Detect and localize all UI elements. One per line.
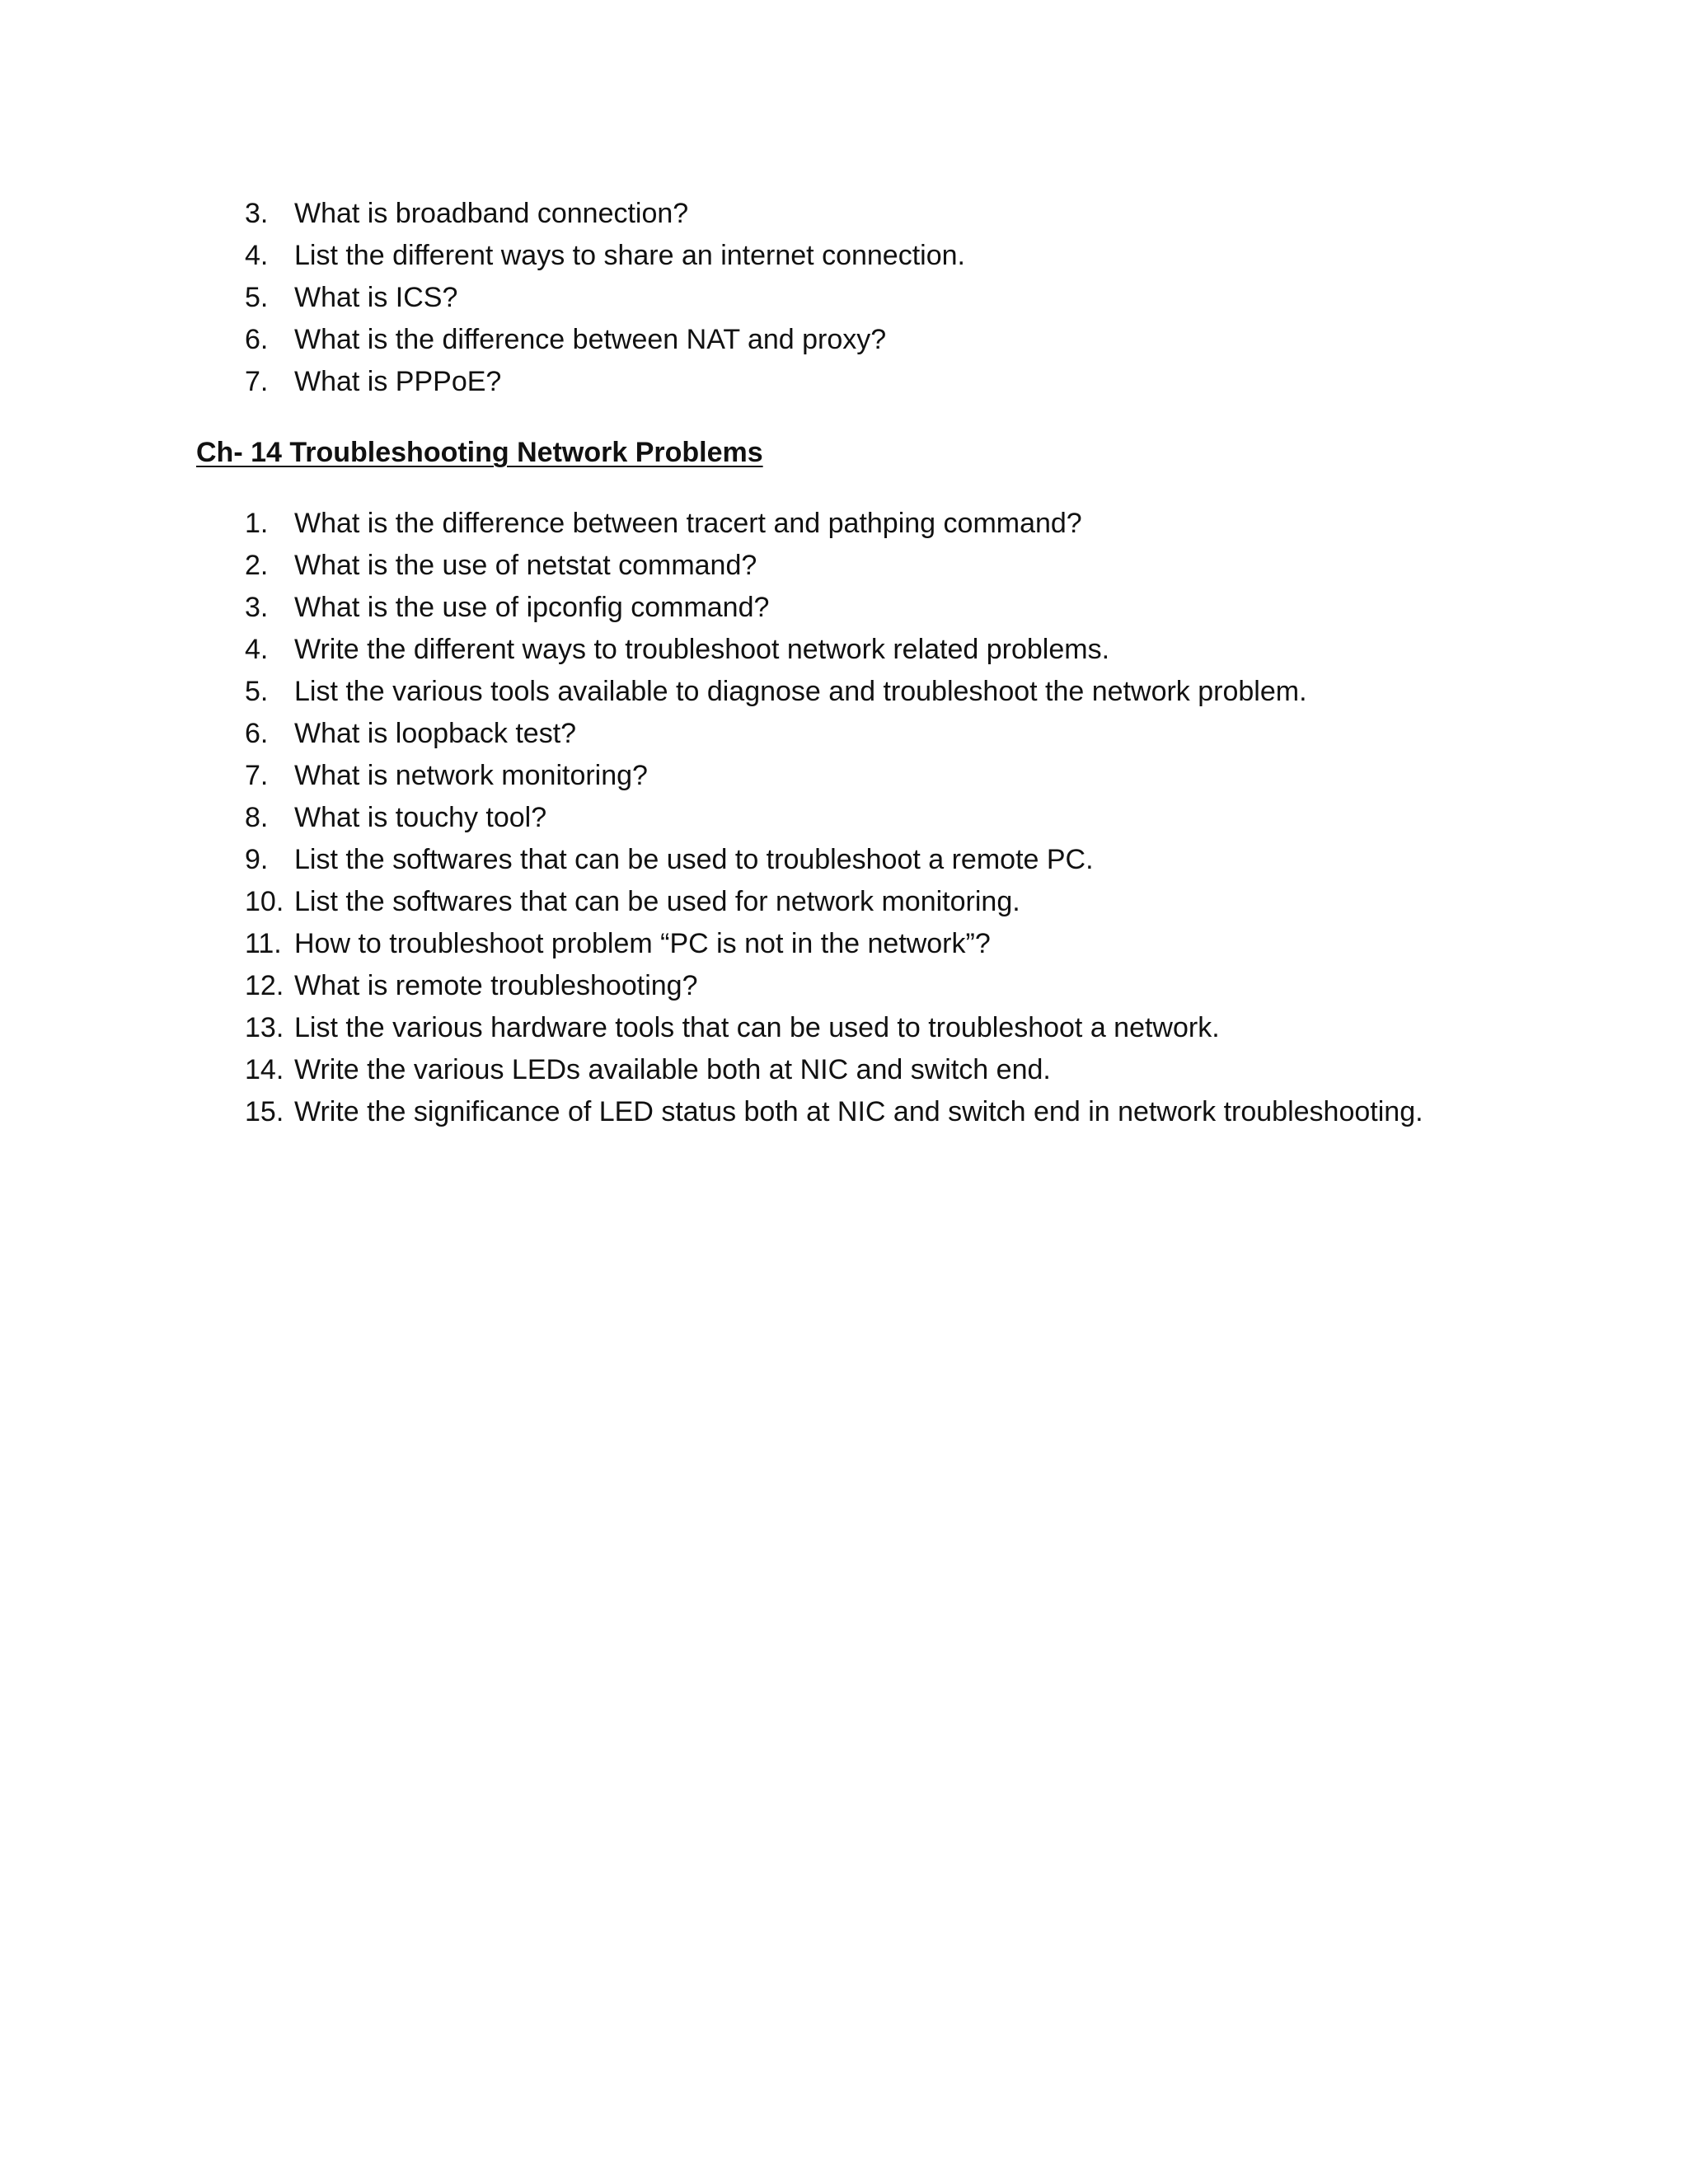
item-number: 6. (245, 718, 269, 749)
item-text: What is network monitoring? (294, 760, 648, 791)
item-text: How to troubleshoot problem “PC is not in the network”? (294, 928, 991, 959)
item-number: 4. (245, 240, 269, 271)
item-number: 15. (245, 1096, 284, 1127)
item-text: List the various hardware tools that can be used to troubleshoot a network. (294, 1012, 1220, 1043)
item-text: What is loopback test? (294, 718, 577, 749)
item-text: List the different ways to share an internet connection. (294, 240, 965, 271)
item-text: What is the use of ipconfig command? (294, 592, 770, 623)
item-text: What is ICS? (294, 282, 458, 313)
item-number: 2. (245, 550, 269, 581)
item-text: What is broadband connection? (294, 198, 689, 229)
item-number: 1. (245, 508, 269, 539)
item-number: 3. (245, 198, 269, 229)
item-text: Write the significance of LED status both at NIC and switch end in network troubleshooting. (294, 1096, 1423, 1127)
item-number: 7. (245, 366, 269, 397)
item-text: List the softwares that can be used to troubleshoot a remote PC. (294, 844, 1094, 875)
item-text: What is touchy tool? (294, 802, 547, 833)
item-number: 11. (245, 928, 282, 959)
item-text: What is the difference between tracert and pathping command? (294, 508, 1082, 539)
item-text: List the various tools available to diagnose and troubleshoot the network problem. (294, 676, 1307, 707)
item-number: 9. (245, 844, 269, 875)
item-number: 5. (245, 676, 269, 707)
item-number: 13. (245, 1012, 284, 1043)
item-number: 3. (245, 592, 269, 623)
item-text: What is remote troubleshooting? (294, 970, 698, 1001)
item-number: 14. (245, 1054, 284, 1085)
item-number: 8. (245, 802, 269, 833)
item-number: 10. (245, 886, 284, 917)
item-text: What is the difference between NAT and proxy? (294, 324, 887, 355)
item-text: What is the use of netstat command? (294, 550, 757, 581)
item-text: What is PPPoE? (294, 366, 502, 397)
item-text: Write the various LEDs available both at NIC and switch end. (294, 1054, 1051, 1085)
item-number: 7. (245, 760, 269, 791)
section-heading: Ch- 14 Troubleshooting Network Problems (196, 437, 763, 468)
item-text: List the softwares that can be used for network monitoring. (294, 886, 1020, 917)
item-number: 12. (245, 970, 284, 1001)
item-number: 6. (245, 324, 269, 355)
item-text: Write the different ways to troubleshoot network related problems. (294, 634, 1110, 665)
item-number: 5. (245, 282, 269, 313)
item-number: 4. (245, 634, 269, 665)
